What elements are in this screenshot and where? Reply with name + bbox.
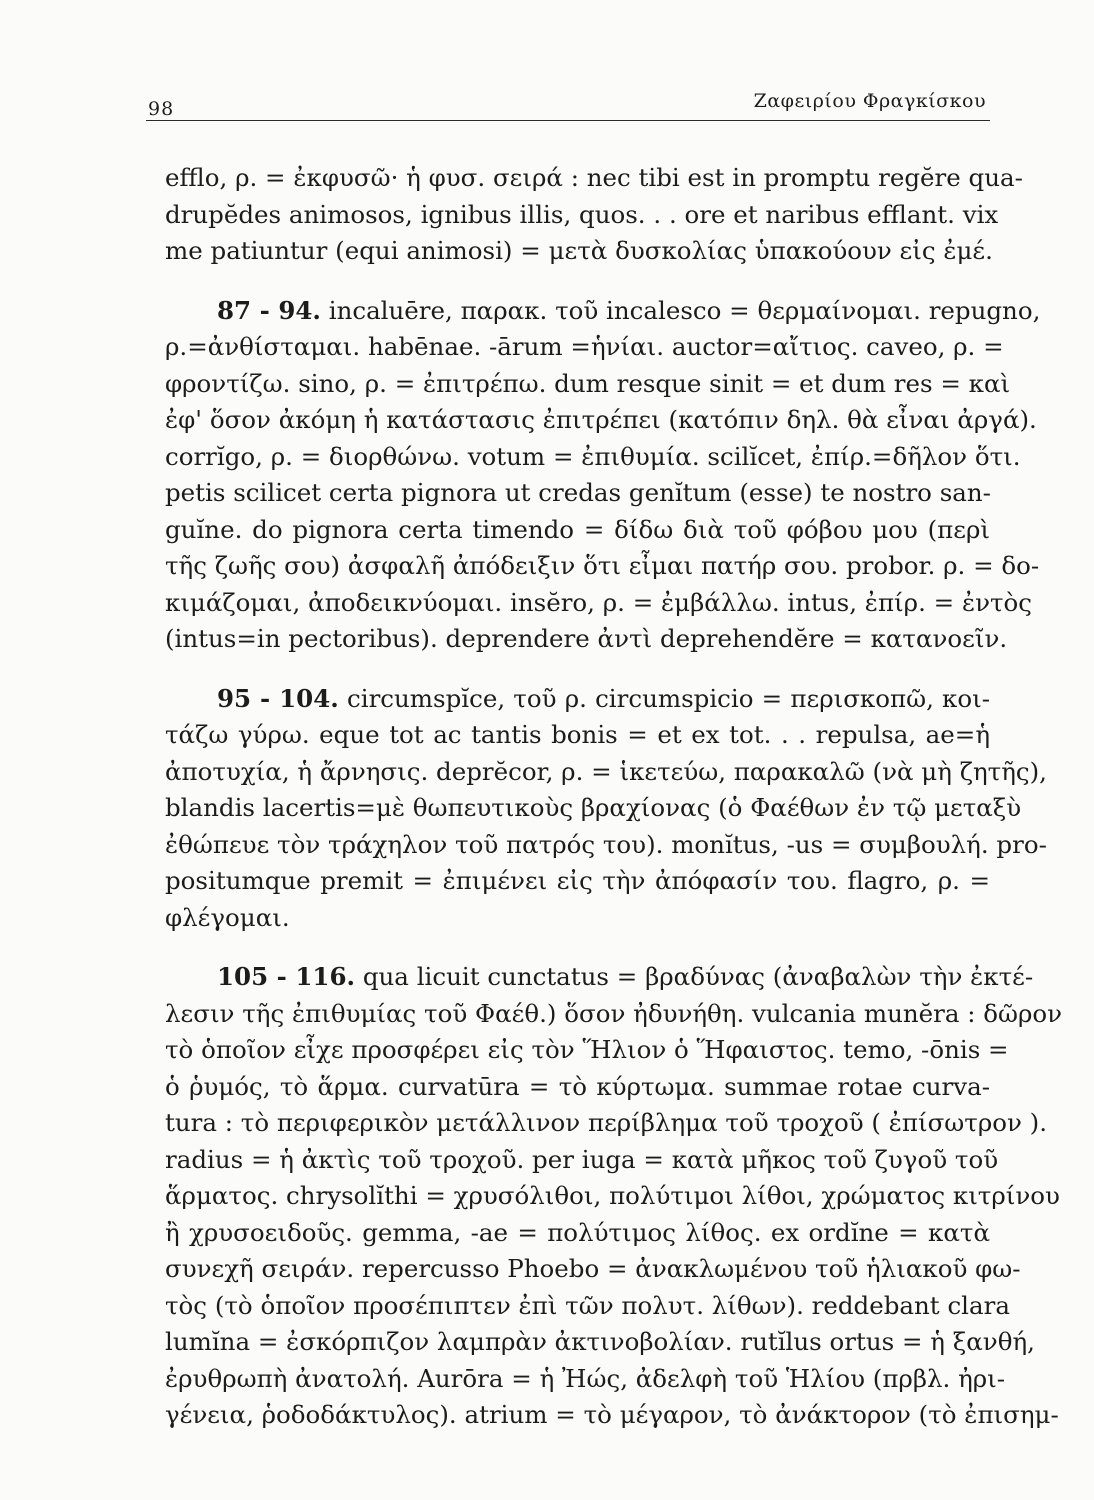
text-line: τὸς (τὸ ὁποῖον προσέπιπτεν ἐπὶ τῶν πολυτ. λίθων). reddebant clara	[165, 1290, 1010, 1320]
text-line: drupĕdes animosos, ignibus illis, quos. . . ore et naribus efflant. vix	[165, 199, 999, 229]
text-line: τῆς ζωῆς σου) ἀσφαλῆ ἀπόδειξιν ὅτι εἶμαι πατήρ σου. probor. ρ. = δο-	[165, 551, 1040, 580]
text-line: κιμάζομαι, ἀποδεικνύομαι. insĕro, ρ. = ἐμβάλλω. intus, ἐπίρ. = ἐντὸς	[165, 587, 1033, 617]
verse-reference: 105 - 116.	[217, 962, 356, 991]
paragraph-efflo	[165, 160, 1023, 270]
text-line: positumque premit = ἐπιμένει εἰς τὴν ἀπόφασίν του. flagro, ρ. =	[165, 866, 990, 895]
text-line: (intus=in pectoribus). deprendere ἀντὶ deprehendĕre = κατανοεῖν.	[165, 624, 1008, 653]
text-line: corrĭgo, ρ. = διορθώνω. votum = ἐπιθυμία. scilĭcet, ἐπίρ.=δῆλον ὅτι.	[165, 441, 1021, 471]
text-line: ἐφ' ὅσον ἀκόμη ἡ κατάστασις ἐπιτρέπει (κατόπιν δηλ. θὰ εἶναι ἀργά).	[165, 405, 1037, 434]
text-line	[165, 681, 990, 718]
running-head: Ζαφειρίου Φραγκίσκου	[753, 90, 986, 112]
verse-reference: 95 - 104.	[217, 683, 339, 713]
text-line: λεσιν τῆς ἐπιθυμίας τοῦ Φαέθ.) ὅσον ἠδυνήθη. vulcania munĕra : δῶρον	[165, 998, 1063, 1028]
text-line: ἅρματος. chrysolĭthi = χρυσόλιθοι, πολύτιμοι λίθοι, χρώματος κιτρίνου	[165, 1181, 1060, 1210]
text-line: ἢ χρυσοειδοῦς. gemma, -ae = πολύτιμος λίθος. ex ordĭne = κατὰ	[165, 1217, 990, 1247]
body-text	[165, 160, 1063, 1434]
verse-reference: 87 - 94.	[217, 295, 321, 325]
page-number: 98	[148, 98, 175, 120]
line-text: incaluēre, παρακ. τοῦ incalesco = θερμαίνομαι. repugno,	[320, 295, 1041, 325]
text-line: ἐρυθρωπὴ ἀνατολή. Aurōra = ἡ Ἠώς, ἀδελφὴ τοῦ Ἡλίου (πρβλ. ἠρι-	[165, 1363, 1006, 1393]
text-line: tura : τὸ περιφερικὸν μετάλλινον περίβλημα τοῦ τροχοῦ ( ἐπίσωτρον ).	[165, 1108, 1048, 1137]
line-text: circumspĭce, τοῦ ρ. circumspicio = περισκοπῶ, κοι-	[338, 683, 990, 713]
text-line: efflo, ρ. = ἐκφυσῶ· ἡ φυσ. σειρά : nec tibi est in promptu regĕre qua-	[165, 163, 1023, 192]
text-line	[165, 293, 1041, 330]
page-header	[146, 84, 990, 121]
text-line: ἀποτυχία, ἡ ἄρνησις. deprĕcor, ρ. = ἱκετεύω, παρακαλῶ (νὰ μὴ ζητῆς),	[165, 756, 1047, 786]
text-line: ὁ ῥυμός, τὸ ἅρμα. curvatūra = τὸ κύρτωμα. summae rotae curva-	[165, 1071, 990, 1101]
text-line: φλέγομαι.	[165, 902, 290, 932]
text-line: lumĭna = ἐσκόρπιζον λαμπρὰν ἀκτινοβολίαν. rutĭlus ortus = ἡ ξανθή,	[165, 1327, 1035, 1356]
text-line: συνεχῆ σειράν. repercusso Phoebo = ἀνακλωμένου τοῦ ἡλιακοῦ φω-	[165, 1254, 1021, 1283]
text-line: radius = ἡ ἀκτὶς τοῦ τροχοῦ. per iuga = κατὰ μῆκος τοῦ ζυγοῦ τοῦ	[165, 1144, 999, 1174]
text-line: petis scilicet certa pignora ut credas genĭtum (esse) te nostro san-	[165, 478, 991, 507]
text-line: blandis lacertis=μὲ θωπευτικοὺς βραχίονας (ὁ Φαέθων ἐν τῷ μεταξὺ	[165, 793, 1022, 822]
text-line: φροντίζω. sino, ρ. = ἐπιτρέπω. dum resque sinit = et dum res = καὶ	[165, 368, 1011, 398]
paragraph-105-116	[165, 959, 1063, 1434]
line-text: qua licuit cunctatus = βραδύνας (ἀναβαλὼν τὴν ἐκτέ-	[355, 962, 1034, 991]
text-line: γένεια, ῥοδοδάκτυλος). atrium = τὸ μέγαρον, τὸ ἀνάκτορον (τὸ ἐπισημ-	[165, 1400, 1059, 1429]
paragraph-95-104	[165, 681, 1047, 937]
text-line: me patiuntur (equi animosi) = μετὰ δυσκολίας ὑπακούουν εἰς ἐμέ.	[165, 236, 993, 265]
text-line: τὸ ὁποῖον εἶχε προσφέρει εἰς τὸν Ἥλιον ὁ Ἥφαιστος. temo, -ōnis =	[165, 1035, 1009, 1064]
text-line: τάζω γύρω. eque tot ac tantis bonis = et ex tot. . . repulsa, ae=ἡ	[165, 720, 990, 749]
text-line: ρ.=ἀνθίσταμαι. habēnae. -ārum =ἡνίαι. auctor=αἴτιος. caveo, ρ. =	[165, 332, 1004, 361]
text-line: guĭne. do pignora certa timendo = δίδω διὰ τοῦ φόβου μου (περὶ	[165, 514, 990, 544]
text-line: ἐθώπευε τὸν τράχηλον τοῦ πατρός του). monĭtus, -us = συμβουλή. pro-	[165, 829, 1047, 859]
text-line	[165, 959, 1034, 996]
paragraph-87-94	[165, 293, 1041, 658]
